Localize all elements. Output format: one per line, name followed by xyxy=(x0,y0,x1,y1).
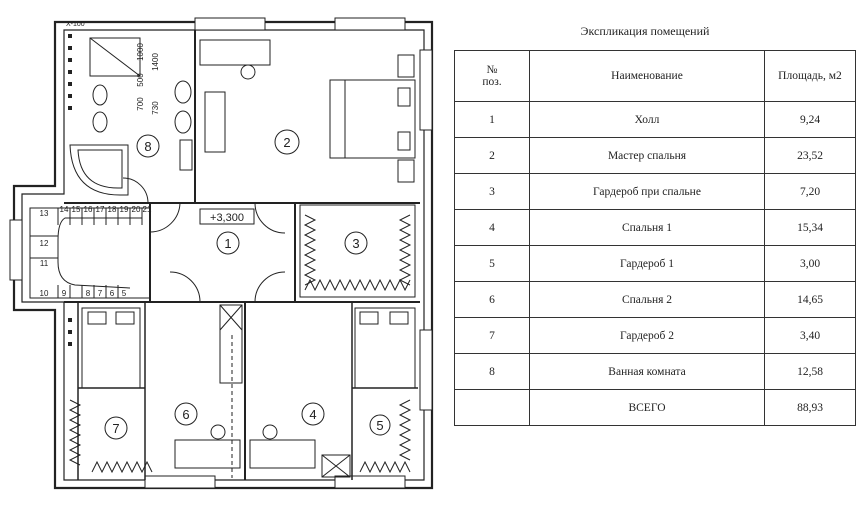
header-area: Площадь, м2 xyxy=(765,51,856,102)
cell-area: 7,20 xyxy=(765,174,856,210)
step-number: 17 xyxy=(95,205,105,214)
table-row xyxy=(455,354,856,390)
window xyxy=(420,50,432,130)
inner-wall-line xyxy=(22,30,424,480)
toilet xyxy=(93,85,107,105)
window xyxy=(335,18,405,30)
hanger-rail xyxy=(400,215,410,285)
table-row xyxy=(455,282,856,318)
bed xyxy=(330,80,415,158)
step-number: 21 xyxy=(142,205,152,214)
step-number: 5 xyxy=(121,289,127,298)
cell-name: Гардероб 2 xyxy=(530,318,765,354)
table-row xyxy=(455,174,856,210)
step-number: 16 xyxy=(83,205,93,214)
hanger-rail xyxy=(360,462,410,472)
table-title: Экспликация помещений xyxy=(580,24,710,38)
stair-walkline xyxy=(58,218,142,288)
hanger-rail xyxy=(305,280,410,290)
cell-name: Ванная комната xyxy=(530,354,765,390)
table-row xyxy=(455,210,856,246)
cell-area: 23,52 xyxy=(765,138,856,174)
step-number: 15 xyxy=(71,205,81,214)
bathtub-inner xyxy=(78,150,122,188)
cell-name: Спальня 2 xyxy=(530,282,765,318)
desk xyxy=(250,440,315,468)
pillow xyxy=(398,132,410,150)
window xyxy=(195,18,265,30)
cell-no: 3 xyxy=(455,174,530,210)
cell-name: Холл xyxy=(530,102,765,138)
cell-area: 3,00 xyxy=(765,246,856,282)
room-label-3: 3 xyxy=(352,236,360,251)
table-row xyxy=(455,318,856,354)
table-row xyxy=(455,390,856,426)
step-number: 20 xyxy=(131,205,141,214)
cell-name: Спальня 1 xyxy=(530,210,765,246)
pillow xyxy=(390,312,408,324)
staircase xyxy=(30,208,150,298)
window xyxy=(335,476,405,488)
hanger-rail xyxy=(305,215,315,285)
window xyxy=(10,220,22,280)
dresser xyxy=(205,92,225,152)
cell-area: 15,34 xyxy=(765,210,856,246)
dimension: 700 xyxy=(136,97,145,111)
room-label-8: 8 xyxy=(144,139,152,154)
pillow xyxy=(88,312,106,324)
room-schedule-table xyxy=(454,50,856,426)
step-number: 9 xyxy=(61,289,67,298)
cell-area: 3,40 xyxy=(765,318,856,354)
chair xyxy=(211,425,225,439)
room-label-6: 6 xyxy=(182,407,190,422)
table-row xyxy=(455,138,856,174)
cell-no: 6 xyxy=(455,282,530,318)
step-number: 14 xyxy=(59,205,69,214)
step-number: 13 xyxy=(39,209,49,218)
hanger-rail xyxy=(92,462,152,472)
step-number: 8 xyxy=(85,289,91,298)
level-mark: +3,300 xyxy=(210,212,244,224)
hanger-rail xyxy=(400,400,410,460)
door-swing xyxy=(255,203,285,233)
dimension: 1000 xyxy=(136,43,145,61)
nightstand xyxy=(398,160,414,182)
table-row xyxy=(455,246,856,282)
cell-no: 4 xyxy=(455,210,530,246)
room-label-5: 5 xyxy=(376,418,384,433)
wardrobe-3 xyxy=(300,205,415,297)
shower-diagonal xyxy=(90,38,140,76)
pillow xyxy=(398,88,410,106)
step-number: 10 xyxy=(39,289,49,298)
pillow xyxy=(360,312,378,324)
window xyxy=(145,476,215,488)
chair xyxy=(263,425,277,439)
room-label-2: 2 xyxy=(283,135,291,150)
bed xyxy=(82,308,140,388)
step-number: 7 xyxy=(97,289,103,298)
nightstand xyxy=(398,55,414,77)
cell-no: 2 xyxy=(455,138,530,174)
door-swing xyxy=(255,272,285,302)
cell-name: ВСЕГО xyxy=(530,390,765,426)
bed xyxy=(355,308,415,388)
wardrobe xyxy=(220,305,242,383)
cell-no: 1 xyxy=(455,102,530,138)
sink xyxy=(175,111,191,133)
cell-area: 9,24 xyxy=(765,102,856,138)
table-header-row xyxy=(455,51,856,102)
header-no: № поз. xyxy=(455,51,530,102)
step-number: 12 xyxy=(39,239,49,248)
dimension: 730 xyxy=(151,101,160,115)
step-number: 18 xyxy=(107,205,117,214)
table-body xyxy=(455,102,856,426)
door-swing xyxy=(150,203,180,232)
toilet xyxy=(93,112,107,132)
dimension: 1400 xyxy=(151,53,160,71)
room-label-1: 1 xyxy=(224,236,232,251)
step-number: 6 xyxy=(109,289,115,298)
cell-area: 14,65 xyxy=(765,282,856,318)
door-swing xyxy=(170,272,200,302)
cell-name: Гардероб 1 xyxy=(530,246,765,282)
cabinet xyxy=(180,140,192,170)
table-row xyxy=(455,102,856,138)
stair-treads xyxy=(30,208,142,298)
cell-area: 12,58 xyxy=(765,354,856,390)
cell-no: 7 xyxy=(455,318,530,354)
cell-no: 8 xyxy=(455,354,530,390)
sink xyxy=(175,81,191,103)
chair xyxy=(241,65,255,79)
cell-no xyxy=(455,390,530,426)
cell-name: Мастер спальня xyxy=(530,138,765,174)
pillow xyxy=(116,312,134,324)
cell-no: 5 xyxy=(455,246,530,282)
desk xyxy=(175,440,240,468)
room-label-7: 7 xyxy=(112,421,120,436)
dimension: 500 xyxy=(136,73,145,87)
door-swing xyxy=(123,178,148,203)
header-name: Наименование xyxy=(530,51,765,102)
cell-name: Гардероб при спальне xyxy=(530,174,765,210)
desk xyxy=(200,40,270,65)
window xyxy=(420,330,432,410)
step-number: 11 xyxy=(39,259,49,268)
room-label-4: 4 xyxy=(309,407,317,422)
corner-mark: X-100 xyxy=(66,21,85,28)
step-number: 19 xyxy=(119,205,129,214)
cell-area: 88,93 xyxy=(765,390,856,426)
